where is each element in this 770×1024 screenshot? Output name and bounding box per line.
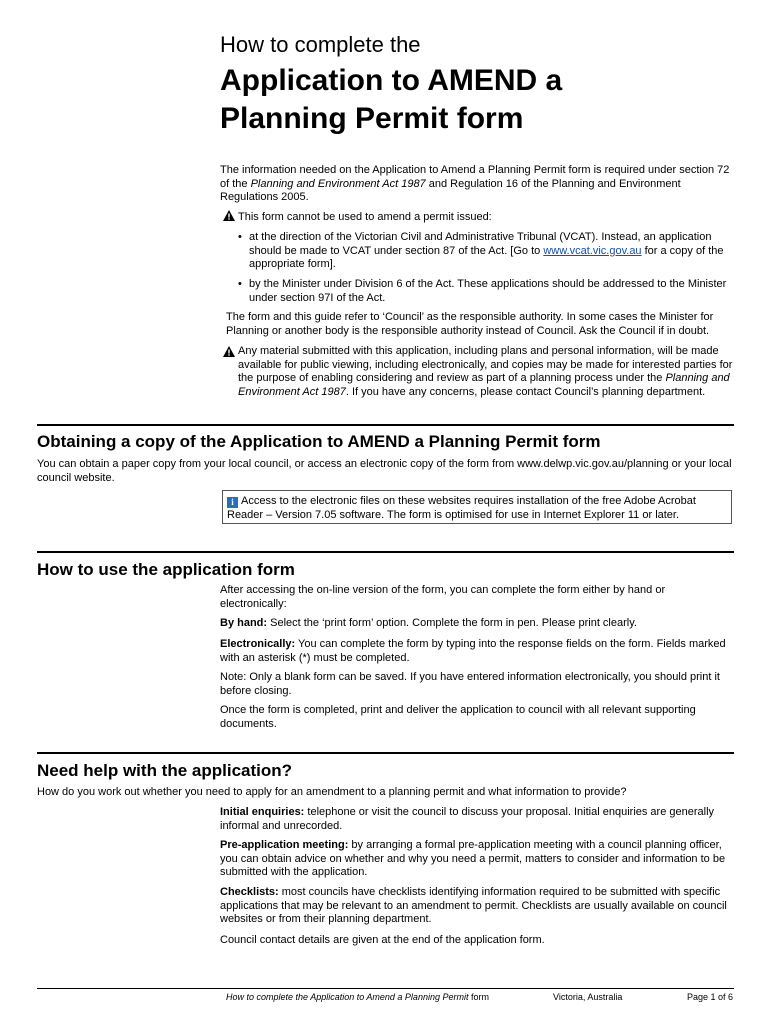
note-paragraph: Note: Only a blank form can be saved. If you have entered information electronically, you should print it before closing.	[220, 671, 720, 697]
title-line-2: Planning Permit form	[220, 102, 524, 135]
info-icon: i	[227, 497, 238, 508]
bullet-dot: •	[238, 231, 242, 243]
list-item: • at the direction of the Victorian Civil and Administrative Tribunal (VCAT). Instead, an application should be made to VCAT under section 87 of the Act. [Go to www.vcat.vic.gov.au for a copy of the appropriate form].	[238, 231, 724, 270]
page-title	[220, 62, 740, 138]
footer-location: Victoria, Australia	[553, 992, 623, 1002]
section-divider	[37, 424, 734, 426]
footer-page-number: Page 1 of 6	[687, 992, 734, 1002]
intro-paragraph: The information needed on the Application to Amend a Planning Permit form is required under section 72 of the Planning and Environment Act 1987 and Regulation 16 of the Planning and Environment Regulations 2005.	[220, 164, 730, 203]
footer-divider	[37, 988, 734, 989]
section-heading-how-to-use: How to use the application form	[37, 560, 295, 579]
footer-doc-title: How to complete the Application to Amend a Planning Permit form	[226, 992, 489, 1002]
list-item: • by the Minister under Division 6 of the Act. These applications should be addressed to the Minister under section 97I of the Act.	[238, 278, 727, 304]
warning-icon	[223, 346, 235, 357]
obtaining-paragraph: You can obtain a paper copy from your local council, or access an electronic copy of the form from www.delwp.vic.gov.au/planning or your local council website.	[37, 458, 732, 484]
section-divider	[37, 752, 734, 754]
how-to-use-intro: After accessing the on-line version of the form, you can complete the form either by hand or electronically:	[220, 584, 666, 610]
contact-paragraph: Council contact details are given at the end of the application form.	[220, 934, 545, 946]
checklists-paragraph: Checklists: most councils have checklists identifying information required to be submitted with specific applications that may be relevant to an amendment to permit. Checklists are usually available on council websites or from their planning department.	[220, 886, 727, 925]
council-paragraph: The form and this guide refer to ‘Council’ as the responsible authority. In some cases the Minister for Planning or another body is the responsible authority instead of Council. Ask the Council if in doubt.	[226, 311, 714, 337]
by-hand-paragraph: By hand: Select the ‘print form’ option. Complete the form in pen. Please print clearly.	[220, 617, 637, 629]
vcat-link[interactable]: www.vcat.vic.gov.au	[543, 244, 642, 257]
title-line-1: Application to AMEND a	[220, 64, 563, 97]
need-help-intro: How do you work out whether you need to apply for an amendment to a planning permit and what information to provide?	[37, 786, 627, 798]
act-name: Planning and Environment Act 1987	[250, 177, 426, 190]
section-heading-need-help: Need help with the application?	[37, 761, 293, 780]
warning-icon	[223, 210, 235, 221]
pre-title: How to complete the	[220, 32, 421, 57]
info-box: i Access to the electronic files on these websites requires installation of the free Adobe Acrobat Reader – Version 7.05 software. The form is optimised for use in Internet Explorer 11 or later.	[222, 490, 732, 524]
pre-application-paragraph: Pre-application meeting: by arranging a formal pre-application meeting with a council planning officer, you can obtain advice on whether and why you need a permit, matters to consider and information to be submitted with the application.	[220, 839, 726, 878]
electronically-paragraph: Electronically: You can complete the form by typing into the response fields on the form. Fields marked with an asterisk (*) must be completed.	[220, 638, 726, 664]
section-heading-obtaining: Obtaining a copy of the Application to AMEND a Planning Permit form	[37, 432, 601, 451]
warning-public-material: Any material submitted with this application, including plans and personal information, will be made available for public viewing, including electronically, and copies may be made for interested parties for the purpose of enabling considering and review as part of a planning process under the Planning and Environment Act 1987. If you have any concerns, please contact Council’s planning department.	[223, 345, 733, 399]
bullet-dot: •	[238, 278, 242, 290]
warning-not-for-amend: This form cannot be used to amend a permit issued:	[223, 210, 733, 225]
section-divider	[37, 551, 734, 553]
completion-paragraph: Once the form is completed, print and deliver the application to council with all relevant supporting documents.	[220, 704, 696, 730]
initial-enquiries-paragraph: Initial enquiries: telephone or visit the council to discuss your proposal. Initial enquiries are generally informal and unrecorded.	[220, 806, 715, 832]
